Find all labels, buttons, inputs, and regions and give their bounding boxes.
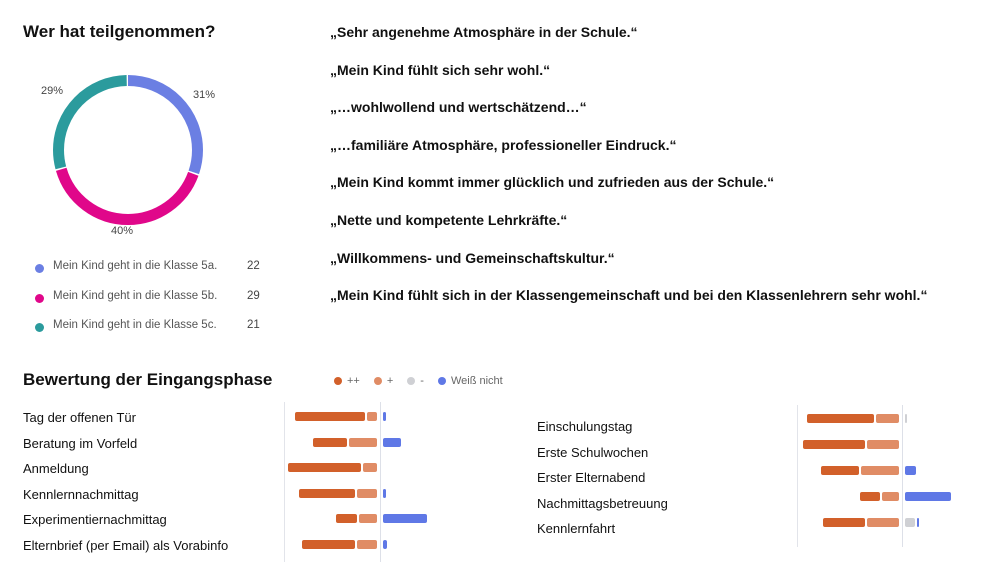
participants-legend <box>33 260 283 349</box>
category-label: Elternbrief (per Email) als Vorabinfo <box>23 537 229 553</box>
legend-count: 29 <box>247 289 260 302</box>
bar-segment-very-good[interactable] <box>302 540 355 549</box>
bar-row <box>797 466 967 475</box>
bar-segment-dont-know[interactable] <box>905 492 951 501</box>
legend-count: 22 <box>247 260 260 272</box>
quote-item: „Sehr angenehme Atmosphäre in der Schule.“ <box>330 24 638 40</box>
donut-label-5a: 31% <box>193 89 216 101</box>
bar-segment-good[interactable] <box>867 440 899 449</box>
bar-row <box>284 540 444 549</box>
legend-dot-icon <box>374 377 382 385</box>
bar-segment-very-good[interactable] <box>299 489 356 498</box>
quote-item: „Willkommens- und Gemeinschaftskultur.“ <box>330 249 615 266</box>
quote-item: „Mein Kind fühlt sich in der Klassengemeinschaft und bei den Klassenlehrern sehr wohl.“ <box>330 287 928 304</box>
right-chart-categories <box>537 419 668 547</box>
category-label: Beratung im Vorfeld <box>23 435 138 451</box>
legend-label: + <box>386 375 394 387</box>
bar-segment-very-good[interactable] <box>803 440 866 449</box>
bar-row <box>797 492 967 501</box>
bar-segment-very-good[interactable] <box>288 463 362 472</box>
legend-label: Weiß nicht <box>450 375 503 387</box>
category-label: Erste Schulwochen <box>537 444 649 460</box>
bar-segment-good[interactable] <box>867 518 899 527</box>
rating-legend <box>334 375 503 387</box>
bar-segment-very-good[interactable] <box>807 414 873 423</box>
category-label: Einschulungstag <box>537 419 633 434</box>
category-label: Erster Elternabend <box>537 470 646 485</box>
bar-segment-dont-know[interactable] <box>905 466 916 475</box>
bar-segment-good[interactable] <box>357 489 377 498</box>
legend-item-good[interactable] <box>374 375 393 387</box>
category-label: Anmeldung <box>23 461 89 476</box>
bar-segment-dont-know[interactable] <box>383 540 387 549</box>
bar-segment-negative[interactable] <box>905 518 915 527</box>
quote-item: „Mein Kind fühlt sich sehr wohl.“ <box>330 61 551 78</box>
bar-segment-negative[interactable] <box>905 414 907 423</box>
left-rating-bar-chart <box>284 402 444 562</box>
bar-segment-good[interactable] <box>882 492 899 501</box>
bar-segment-good[interactable] <box>357 540 377 549</box>
bar-segment-good[interactable] <box>861 466 899 475</box>
bar-segment-good[interactable] <box>349 438 377 447</box>
legend-dot-icon <box>334 377 342 385</box>
bar-segment-very-good[interactable] <box>860 492 880 501</box>
quote-item: „…wohlwollend und wertschätzend…“ <box>330 99 587 116</box>
legend-label: Mein Kind geht in die Klasse 5b. <box>53 289 218 302</box>
participants-donut-chart <box>23 58 243 248</box>
category-label: Tag der offenen Tür <box>23 410 136 425</box>
bar-segment-good[interactable] <box>363 463 377 472</box>
bar-row <box>284 463 444 472</box>
left-chart-categories <box>23 410 228 563</box>
category-label: Experimentiernachmittag <box>23 512 167 527</box>
legend-dot-icon <box>438 377 446 385</box>
rating-title: Bewertung der Eingangsphase <box>23 370 273 389</box>
bar-row <box>284 438 444 447</box>
legend-count: 21 <box>247 319 260 331</box>
legend-label: ++ <box>347 375 360 387</box>
donut-label-5c: 29% <box>41 85 64 97</box>
legend-item-very-good[interactable] <box>334 375 360 387</box>
bar-segment-dont-know[interactable] <box>917 518 919 527</box>
quote-item: „Mein Kind kommt immer glücklich und zufrieden aus der Schule.“ <box>330 174 775 191</box>
category-label: Nachmittagsbetreuung <box>537 495 668 511</box>
quotes-list <box>330 24 927 325</box>
bar-segment-good[interactable] <box>367 412 377 421</box>
bar-segment-good[interactable] <box>359 514 377 523</box>
bar-segment-dont-know[interactable] <box>383 489 386 498</box>
bar-row <box>284 514 444 523</box>
category-label: Kennlernnachmittag <box>23 486 139 502</box>
bar-segment-good[interactable] <box>876 414 899 423</box>
bar-segment-very-good[interactable] <box>295 412 365 421</box>
right-rating-bar-chart <box>797 405 967 547</box>
bar-row <box>284 412 444 421</box>
bar-segment-very-good[interactable] <box>336 514 357 523</box>
legend-label: Mein Kind geht in die Klasse 5c. <box>53 319 217 331</box>
bar-segment-dont-know[interactable] <box>383 514 427 523</box>
legend-item-5c[interactable] <box>33 319 283 349</box>
legend-item-5a[interactable] <box>33 260 283 290</box>
legend-item-dont-know[interactable] <box>438 375 503 387</box>
bar-segment-very-good[interactable] <box>823 518 865 527</box>
bar-segment-very-good[interactable] <box>821 466 860 475</box>
legend-label: - <box>420 375 424 387</box>
quote-item: „Nette und kompetente Lehrkräfte.“ <box>330 211 568 228</box>
legend-dot-icon <box>35 294 44 303</box>
legend-item-5b[interactable] <box>33 290 283 320</box>
quote-item: „…familiäre Atmosphäre, professioneller Eindruck.“ <box>330 136 677 153</box>
donut-label-5b: 40% <box>111 225 134 237</box>
bar-segment-dont-know[interactable] <box>383 438 401 447</box>
legend-dot-icon <box>407 377 415 385</box>
legend-item-negative[interactable] <box>407 375 424 387</box>
bar-segment-very-good[interactable] <box>313 438 347 447</box>
bar-row <box>797 518 967 527</box>
participants-title: Wer hat teilgenommen? <box>23 22 216 41</box>
category-label: Kennlernfahrt <box>537 521 616 536</box>
bar-row <box>797 414 967 423</box>
bar-row <box>797 440 967 449</box>
legend-label: Mein Kind geht in die Klasse 5a. <box>53 260 218 272</box>
gridline <box>284 402 285 562</box>
bar-row <box>284 489 444 498</box>
bar-segment-dont-know[interactable] <box>383 412 386 421</box>
legend-dot-icon <box>35 264 44 273</box>
legend-dot-icon <box>35 323 44 332</box>
zero-axis-line <box>380 402 381 562</box>
